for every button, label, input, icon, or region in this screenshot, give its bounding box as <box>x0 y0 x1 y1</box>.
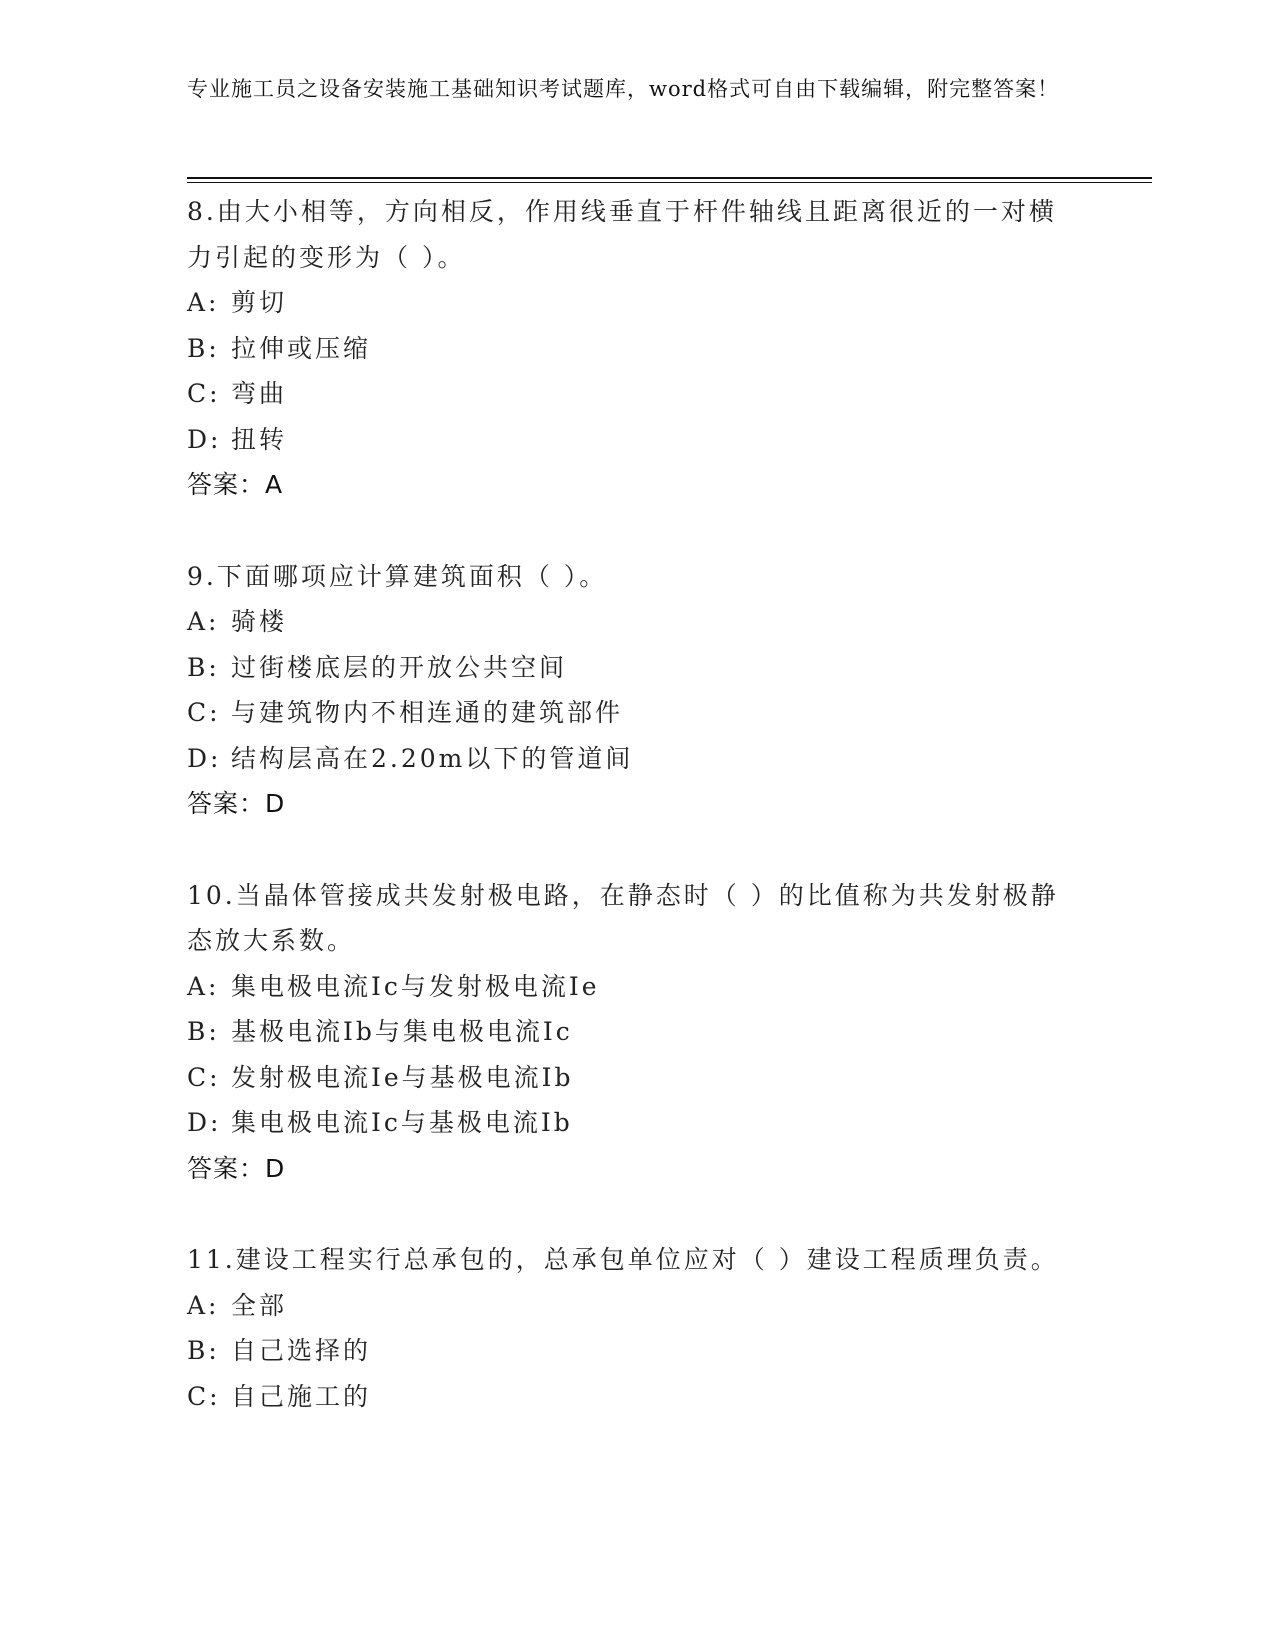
option-b <box>187 1328 1067 1374</box>
option-text: 基极电流Ib与集电极电流Ic <box>231 1017 573 1046</box>
option-c <box>187 690 1067 736</box>
answer-line: 答案：A <box>187 470 284 499</box>
option-key: B: <box>187 652 220 682</box>
option-key: B: <box>187 1336 220 1365</box>
question-10 <box>187 873 1067 1192</box>
document-header: 专业施工员之设备安装施工基础知识考试题库，word格式可自由下载编辑，附完整答案！ <box>187 77 1060 101</box>
question-text: 9.下面哪项应计算建筑面积（ ）。 <box>187 561 608 591</box>
answer-line: 答案：D <box>187 789 286 818</box>
question-8 <box>187 189 1067 508</box>
question-list <box>187 189 1067 1465</box>
option-c <box>187 371 1067 417</box>
option-key: D: <box>187 743 222 773</box>
option-a <box>187 964 1067 1010</box>
option-key: C: <box>187 1062 221 1092</box>
option-text: 与建筑物内不相连通的建筑部件 <box>231 698 624 727</box>
option-c <box>187 1374 1067 1420</box>
option-b <box>187 645 1067 691</box>
option-text: 拉伸或压缩 <box>231 333 372 363</box>
option-b <box>187 326 1067 372</box>
option-key: A: <box>187 288 220 317</box>
option-d <box>187 417 1067 463</box>
option-key: B: <box>187 1017 220 1046</box>
option-a <box>187 1283 1067 1329</box>
option-text: 集电极电流Ic与发射极电流Ie <box>231 971 600 1001</box>
option-text: 全部 <box>231 1290 288 1320</box>
option-key: A: <box>187 607 220 636</box>
option-text: 扭转 <box>231 424 288 454</box>
option-text: 结构层高在2.20m以下的管道间 <box>231 743 634 773</box>
option-text: 发射极电流Ie与基极电流Ib <box>231 1062 574 1092</box>
option-a <box>187 599 1067 645</box>
header-rule-thick <box>187 177 1152 179</box>
question-text: 8.由大小相等，方向相反，作用线垂直于杆件轴线且距离很近的一对横力引起的变形为（ ）。 <box>187 197 1057 272</box>
header-rule-thin <box>187 182 1152 183</box>
option-key: A: <box>187 1290 220 1320</box>
option-text: 过街楼底层的开放公共空间 <box>231 652 568 682</box>
option-b <box>187 1009 1067 1055</box>
option-d <box>187 736 1067 782</box>
option-text: 集电极电流Ic与基极电流Ib <box>231 1108 573 1137</box>
option-text: 自己施工的 <box>231 1381 372 1411</box>
option-text: 剪切 <box>231 288 288 317</box>
question-11 <box>187 1237 1067 1419</box>
option-key: C: <box>187 379 221 408</box>
question-9 <box>187 554 1067 827</box>
option-text: 弯曲 <box>231 379 288 408</box>
option-d <box>187 1100 1067 1146</box>
option-key: C: <box>187 698 221 727</box>
answer-line: 答案：D <box>187 1153 286 1183</box>
option-a <box>187 280 1067 326</box>
option-c <box>187 1055 1067 1101</box>
option-key: C: <box>187 1381 221 1411</box>
question-text: 11.建设工程实行总承包的，总承包单位应对（ ）建设工程质理负责。 <box>187 1245 1059 1274</box>
option-text: 骑楼 <box>231 607 288 636</box>
option-key: D: <box>187 1108 222 1137</box>
option-key: D: <box>187 424 222 454</box>
question-text: 10.当晶体管接成共发射极电路，在静态时（ ）的比值称为共发射极静态放大系数。 <box>187 880 1059 955</box>
option-key: A: <box>187 971 220 1001</box>
option-text: 自己选择的 <box>231 1336 372 1365</box>
option-key: B: <box>187 333 220 363</box>
